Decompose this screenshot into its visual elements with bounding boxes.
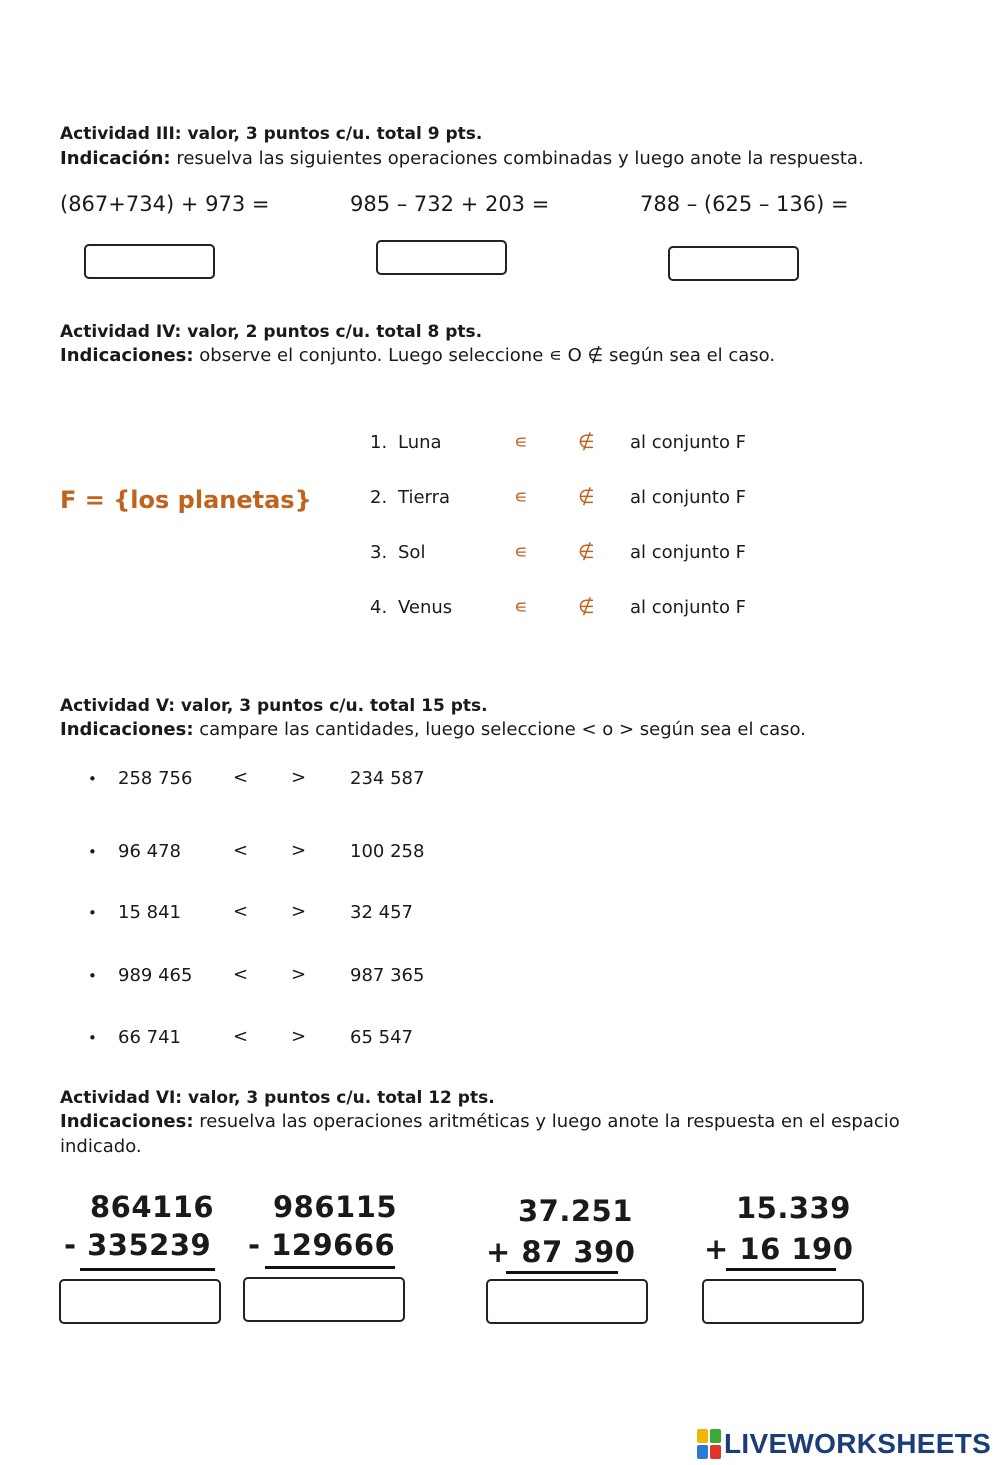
op4-bottom-number: + 16 190 bbox=[704, 1232, 854, 1266]
op4-answer-input[interactable] bbox=[702, 1279, 864, 1324]
bullet: • bbox=[88, 770, 97, 788]
op2-underline bbox=[265, 1266, 395, 1269]
op4-underline bbox=[726, 1268, 836, 1271]
greater-than-option[interactable]: > bbox=[291, 840, 307, 861]
act4-instructions bbox=[60, 345, 775, 366]
bullet: • bbox=[88, 1029, 97, 1047]
compare-left-value: 96 478 bbox=[118, 841, 181, 862]
compare-left-value: 15 841 bbox=[118, 902, 181, 923]
act3-expression-2: 985 – 732 + 203 = bbox=[350, 192, 550, 216]
act6-instr-line2: indicado. bbox=[60, 1136, 142, 1157]
not-belongs-option[interactable]: ∉ bbox=[578, 596, 595, 618]
act3-expression-3: 788 – (625 – 136) = bbox=[640, 192, 849, 216]
not-belongs-option[interactable]: ∉ bbox=[578, 431, 595, 453]
op1-answer-input[interactable] bbox=[59, 1279, 221, 1324]
set-item-name: Luna bbox=[398, 432, 442, 453]
less-than-option[interactable]: < bbox=[233, 840, 249, 861]
op3-answer-input[interactable] bbox=[486, 1279, 648, 1324]
act4-instr-label: Indicaciones: bbox=[60, 345, 194, 366]
set-item-name: Venus bbox=[398, 597, 453, 618]
set-item-name: Tierra bbox=[398, 487, 451, 508]
set-item-suffix: al conjunto F bbox=[630, 597, 747, 618]
compare-right-value: 987 365 bbox=[350, 965, 425, 986]
compare-right-value: 65 547 bbox=[350, 1027, 413, 1048]
act6-instr-line1: resuelva las operaciones aritméticas y luego anote la respuesta en el espacio bbox=[193, 1111, 900, 1132]
set-item-suffix: al conjunto F bbox=[630, 542, 747, 563]
set-definition: F = {los planetas} bbox=[60, 486, 312, 514]
act5-title: Actividad V: valor, 3 puntos c/u. total 15 pts. bbox=[60, 696, 488, 716]
op1-top-number: 864116 bbox=[90, 1190, 215, 1224]
set-item-name: Sol bbox=[398, 542, 426, 563]
bullet: • bbox=[88, 843, 97, 861]
set-item-number: 2. bbox=[370, 487, 388, 508]
set-item-number: 1. bbox=[370, 432, 388, 453]
compare-right-value: 234 587 bbox=[350, 768, 425, 789]
act6-instr-label: Indicaciones: bbox=[60, 1111, 194, 1132]
greater-than-option[interactable]: > bbox=[291, 964, 307, 985]
act3-instr-text: resuelva las siguientes operaciones combinadas y luego anote la respuesta. bbox=[170, 148, 864, 169]
greater-than-option[interactable]: > bbox=[291, 767, 307, 788]
act3-instr-label: Indicación: bbox=[60, 148, 171, 169]
bullet: • bbox=[88, 904, 97, 922]
act4-instr-text: observe el conjunto. Luego seleccione ∊ O ∉ según sea el caso. bbox=[193, 345, 776, 366]
act3-answer-input-3[interactable] bbox=[668, 246, 799, 281]
act5-instr-text: campare las cantidades, luego seleccione < o > según sea el caso. bbox=[193, 719, 806, 740]
act6-title: Actividad VI: valor, 3 puntos c/u. total 12 pts. bbox=[60, 1088, 495, 1108]
less-than-option[interactable]: < bbox=[233, 1026, 249, 1047]
act3-title: Actividad III: valor, 3 puntos c/u. total 9 pts. bbox=[60, 124, 483, 144]
compare-left-value: 258 756 bbox=[118, 768, 193, 789]
belongs-option[interactable]: ∊ bbox=[514, 596, 528, 618]
set-item-number: 4. bbox=[370, 597, 388, 618]
act3-instructions bbox=[60, 148, 864, 169]
liveworksheets-logo-text: LIVEWORKSHEETS bbox=[724, 1428, 992, 1459]
op2-answer-input[interactable] bbox=[243, 1277, 405, 1322]
act4-title: Actividad IV: valor, 2 puntos c/u. total 8 pts. bbox=[60, 322, 483, 342]
act3-expression-1: (867+734) + 973 = bbox=[60, 192, 270, 216]
op3-underline bbox=[506, 1271, 618, 1274]
compare-right-value: 100 258 bbox=[350, 841, 425, 862]
not-belongs-option[interactable]: ∉ bbox=[578, 486, 595, 508]
compare-left-value: 989 465 bbox=[118, 965, 193, 986]
bullet: • bbox=[88, 967, 97, 985]
not-belongs-option[interactable]: ∉ bbox=[578, 541, 595, 563]
set-item-suffix: al conjunto F bbox=[630, 432, 747, 453]
set-item-suffix: al conjunto F bbox=[630, 487, 747, 508]
op1-underline bbox=[80, 1268, 215, 1271]
act6-instructions bbox=[60, 1111, 900, 1132]
less-than-option[interactable]: < bbox=[233, 767, 249, 788]
set-item-number: 3. bbox=[370, 542, 388, 563]
liveworksheets-logo-icon bbox=[697, 1429, 721, 1459]
op4-top-number: 15.339 bbox=[736, 1191, 851, 1225]
belongs-option[interactable]: ∊ bbox=[514, 541, 528, 563]
op2-top-number: 986115 bbox=[273, 1190, 398, 1224]
act3-answer-input-1[interactable] bbox=[84, 244, 215, 279]
op3-bottom-number: + 87 390 bbox=[486, 1235, 636, 1269]
belongs-option[interactable]: ∊ bbox=[514, 486, 528, 508]
greater-than-option[interactable]: > bbox=[291, 1026, 307, 1047]
op1-bottom-number: - 335239 bbox=[64, 1228, 212, 1262]
less-than-option[interactable]: < bbox=[233, 964, 249, 985]
compare-right-value: 32 457 bbox=[350, 902, 413, 923]
greater-than-option[interactable]: > bbox=[291, 901, 307, 922]
act3-answer-input-2[interactable] bbox=[376, 240, 507, 275]
op3-top-number: 37.251 bbox=[518, 1194, 633, 1228]
op2-bottom-number: - 129666 bbox=[248, 1228, 396, 1262]
act5-instr-label: Indicaciones: bbox=[60, 719, 194, 740]
compare-left-value: 66 741 bbox=[118, 1027, 181, 1048]
act5-instructions bbox=[60, 719, 806, 740]
less-than-option[interactable]: < bbox=[233, 901, 249, 922]
belongs-option[interactable]: ∊ bbox=[514, 431, 528, 453]
